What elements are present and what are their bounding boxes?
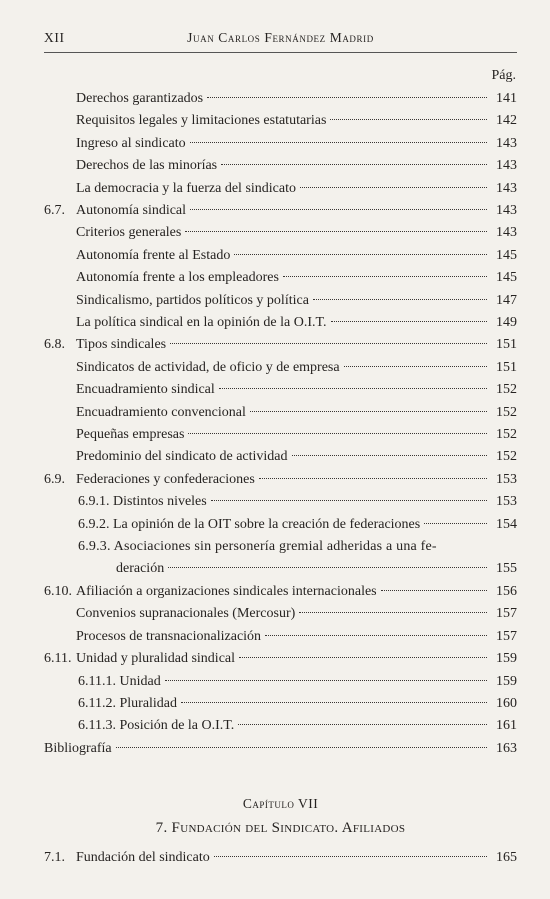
dot-leader [234,254,487,255]
dot-leader [292,455,487,456]
toc-entry-page: 152 [496,427,517,442]
dot-leader [188,433,487,434]
toc-entry [44,267,517,289]
dot-leader [190,209,487,210]
toc-entry-label: Ingreso al sindicato [76,135,186,151]
toc-entry [44,514,517,536]
toc-entry [44,290,517,312]
toc-entry-label: Autonomía frente a los empleadores [76,270,279,286]
toc-entry-page: 147 [496,292,517,308]
toc-entry [44,155,517,177]
header-rule [44,52,517,53]
page-column-label: Pág. [491,68,516,83]
dot-leader [165,680,487,681]
dot-leader [299,612,487,613]
toc-entry-label: Sindicatos de actividad, de oficio y de empresa [76,359,340,375]
toc-entry [44,491,517,513]
toc-entry-page: 153 [496,494,517,510]
toc-entry-number: 6.11. [44,651,72,667]
toc-entry-label: Tipos sindicales [76,337,167,353]
toc-entry-page: 161 [496,718,517,734]
toc-entry-number: 6.10. [44,584,72,599]
toc-entry-label-continued: deración [116,561,165,576]
dot-leader [181,702,487,703]
toc-entry-page: 151 [496,359,517,375]
toc-entry-page: 145 [496,247,517,263]
toc-entry-label: Procesos de transnacionalización [76,628,262,644]
dot-leader [424,523,487,524]
toc-entry-page: 149 [496,315,517,330]
toc-entry-label: Predominio del sindicato de actividad [76,449,288,465]
dot-leader [185,231,487,232]
toc-entry-page: 143 [496,225,517,241]
toc-entry-label: Autonomía frente al Estado [76,247,231,263]
toc-entry-label: 6.9.1. Distintos niveles [78,494,207,510]
toc-entry [44,402,517,424]
toc-entry-label: 6.9.3. Asociaciones sin personería gremial adheridas a una fe- [78,539,437,554]
dot-leader [331,321,488,322]
dot-leader [265,635,487,636]
toc-entry [44,626,517,648]
toc-entry [44,245,517,267]
toc-entry-page: 152 [496,404,517,420]
toc-entry [44,603,517,625]
toc-entry-page: 143 [496,158,517,174]
dot-leader [313,299,487,300]
dot-leader [214,856,487,857]
toc-entry-page: 165 [496,850,517,865]
dot-leader [211,500,487,501]
toc-entry-page: 143 [496,180,517,196]
toc-entry-label: Sindicalismo, partidos políticos y política [76,292,309,308]
dot-leader [170,343,487,344]
toc-entry-label: Autonomía sindical [76,203,187,218]
toc-entry-label: 6.9.2. La opinión de la OIT sobre la creación de federaciones [78,516,421,532]
toc-entry-page: 159 [496,651,517,667]
toc-entry-page: 155 [496,561,517,576]
toc-entry [44,847,517,869]
toc-entry-label: Fundación del sindicato [76,850,210,865]
dot-leader [250,411,487,412]
toc-entry-page: 152 [496,382,517,398]
chapter-label: Capítulo VII [242,796,319,811]
toc-entry [44,648,517,670]
toc-entry-label: Unidad y pluralidad sindical [76,651,236,667]
toc-entry [44,357,517,379]
header-title: Juan Carlos Fernández Madrid [187,30,374,45]
dot-leader [207,97,487,98]
toc-entry [44,446,517,468]
toc-entry-label: La política sindical en la opinión de la O.I.T. [76,315,327,330]
toc-entry-label: 6.11.3. Posición de la O.I.T. [78,718,235,734]
toc-entry-page: 152 [496,449,517,465]
toc-entry-page: 142 [496,113,517,129]
toc-entry [44,312,517,334]
toc-entry [44,178,517,200]
dot-leader [381,590,487,591]
dot-leader [168,567,487,568]
toc-entry-label: Bibliografía [44,740,112,756]
dot-leader [238,724,487,725]
toc-entry-page: 160 [496,696,517,711]
toc-entry [44,693,517,715]
toc-entry [44,379,517,401]
toc-entry [44,581,517,603]
toc-entry-page: 157 [496,606,517,622]
toc-entry-label: 6.11.1. Unidad [78,673,161,689]
dot-leader [330,119,487,120]
toc-entry [44,334,517,356]
dot-leader [116,747,487,748]
dot-leader [239,657,487,658]
toc-entry-page: 145 [496,270,517,286]
dot-leader [344,366,487,367]
toc-entry-page: 143 [496,203,517,218]
dot-leader [259,478,487,479]
toc-entry [44,110,517,132]
header-page-number: XII [44,30,65,45]
running-header [44,30,517,50]
toc-entry [44,469,517,491]
toc-entry [44,715,517,737]
toc-entry [44,88,517,110]
toc-entry [44,200,517,222]
toc-entry-number: 6.9. [44,471,65,487]
dot-leader [190,142,487,143]
toc-entry-label: Convenios supranacionales (Mercosur) [76,606,296,622]
toc-entry-page: 143 [496,135,517,151]
toc-entry-label: 6.11.2. Pluralidad [78,696,178,711]
toc-entry-label: Derechos garantizados [76,91,204,106]
toc-entry [44,133,517,155]
chapter-title: 7. Fundación del Sindicato. Afiliados [155,820,406,836]
toc-entry-label: Requisitos legales y limitaciones estatutarias [76,113,327,129]
toc-entry-page: 154 [496,516,517,532]
dot-leader [283,276,487,277]
toc-entry-number: 7.1. [44,850,65,865]
toc-entry-number: 6.8. [44,337,65,353]
toc-entry [44,536,517,580]
toc-entry [44,222,517,244]
toc-entry-label: Encuadramiento sindical [76,382,215,398]
toc-entry [44,738,517,760]
toc-entry-label: La democracia y la fuerza del sindicato [76,180,296,196]
toc-entry-page: 141 [496,91,517,106]
toc-entry-label: Pequeñas empresas [76,427,185,442]
toc-entry-label: Afiliación a organizaciones sindicales internacionales [76,584,377,599]
toc-entry-page: 151 [496,337,517,353]
toc-entry-page: 153 [496,471,517,487]
toc-entry-page: 157 [496,628,517,644]
dot-leader [300,187,487,188]
toc-entry-label: Federaciones y confederaciones [76,471,255,487]
toc-entry-label: Encuadramiento convencional [76,404,246,420]
toc-entry-page: 159 [496,673,517,689]
toc-entry-page: 156 [496,584,517,599]
dot-leader [219,388,487,389]
toc-entry-number: 6.7. [44,203,65,218]
toc-entry [44,671,517,693]
toc-entry-page: 163 [496,740,517,756]
dot-leader [221,164,487,165]
toc-entry-label: Criterios generales [76,225,182,241]
toc-entry [44,424,517,446]
toc-entry-label: Derechos de las minorías [76,158,218,174]
